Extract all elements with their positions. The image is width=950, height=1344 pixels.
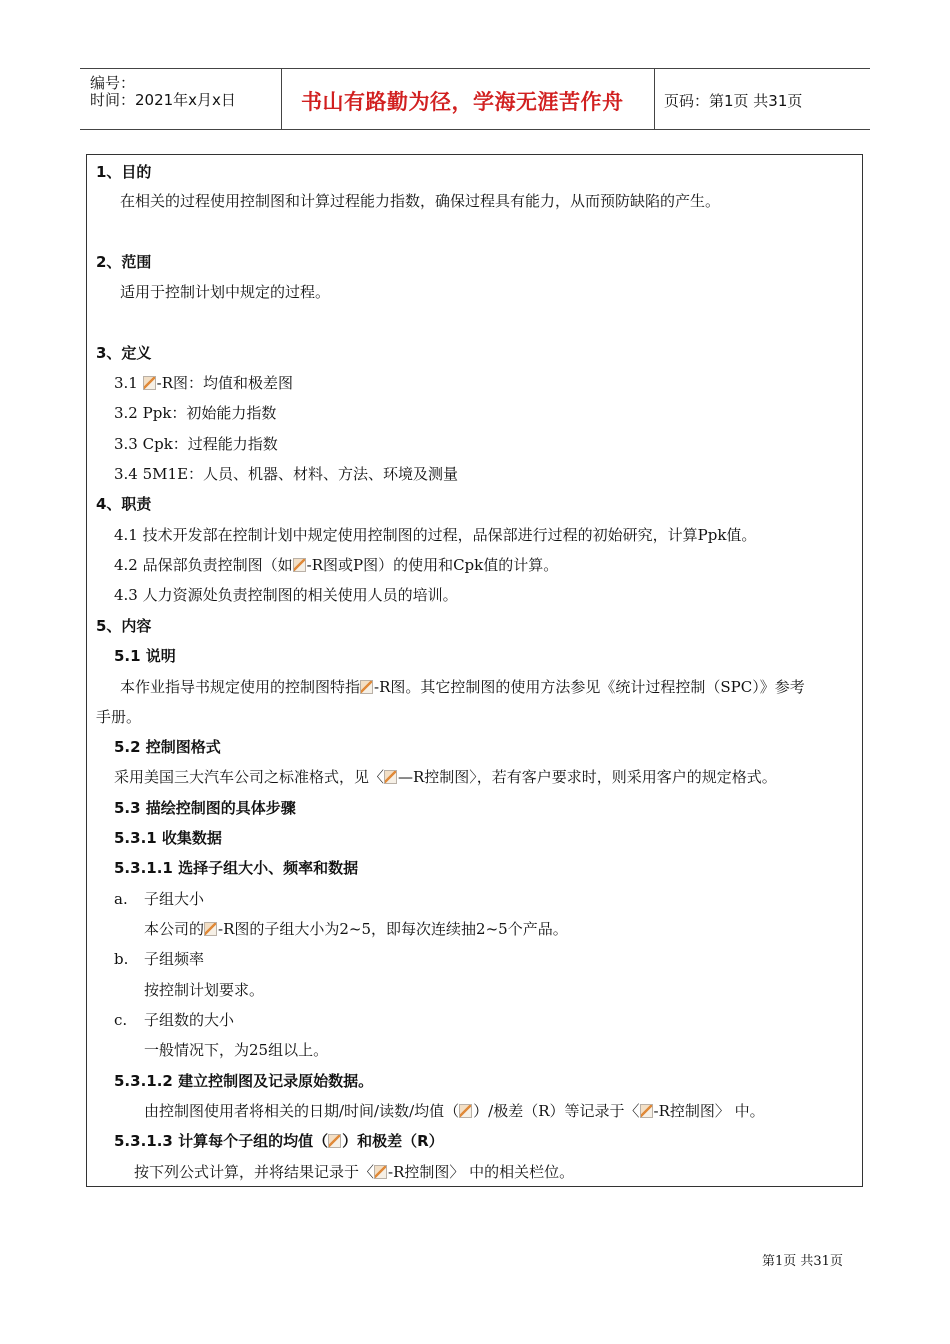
x-bar-symbol-icon (360, 680, 373, 694)
list-item-label: c. (114, 1011, 128, 1029)
header-divider (654, 68, 655, 129)
responsibility-text: 4.2 品保部负责控制图（如 (114, 556, 293, 574)
subsection-title (114, 1131, 444, 1151)
subsection-title-text: 5.3.1.3 计算每个子组的均值（ (114, 1132, 329, 1150)
list-item-label: a. (114, 890, 128, 908)
responsibility-item (114, 555, 558, 575)
definition-text: -R图：均值和极差图 (156, 374, 294, 392)
list-item-title: 子组数的大小 (144, 1011, 235, 1029)
header-motto: 书山有路勤为径，学海无涯苦作舟 (301, 90, 624, 114)
definition-item (114, 373, 293, 393)
section-title-content: 5、内容 (96, 617, 152, 635)
x-bar-symbol-icon (640, 1104, 653, 1118)
subsection-title: 5.2 控制图格式 (114, 738, 221, 756)
responsibility-item: 4.1 技术开发部在控制计划中规定使用控制图的过程，品保部进行过程的初始研究，计算Ppk值。 (114, 526, 757, 544)
list-item-text: 本公司的 (144, 920, 205, 938)
section-title-scope: 2、范围 (96, 253, 152, 271)
list-item-label: b. (114, 950, 129, 968)
header-divider (281, 68, 282, 129)
paragraph: 手册。 (96, 708, 142, 726)
paragraph-text: ）/极差（R）等记录于〈 (473, 1102, 640, 1120)
paragraph (120, 677, 805, 697)
paragraph-text: —R控制图〉，若有客户要求时，则采用客户的规定格式。 (398, 768, 777, 786)
footer-page-number: 第1页 共31页 (762, 1254, 843, 1269)
paragraph-text: 采用美国三大汽车公司之标准格式，见〈 (114, 768, 385, 786)
list-item-body: 按控制计划要求。 (144, 981, 265, 999)
list-item-body: 一般情况下，为25组以上。 (144, 1041, 329, 1059)
definition-number: 3.1 (114, 374, 138, 392)
paragraph-text: -R图。其它控制图的使用方法参见《统计过程控制（SPC）》参考 (374, 678, 805, 696)
paragraph-text: -R控制图〉 中的相关栏位。 (388, 1163, 575, 1181)
page-label: 页码：第1页 共31页 (664, 92, 803, 110)
responsibility-text: -R图或P图）的使用和Cpk值的计算。 (306, 556, 559, 574)
section-title-responsibilities: 4、职责 (96, 495, 152, 513)
subsection-title: 5.3.1.1 选择子组大小、频率和数据 (114, 859, 359, 877)
paragraph (134, 1162, 574, 1182)
x-bar-symbol-icon (459, 1104, 472, 1118)
subsection-title: 5.3.1 收集数据 (114, 829, 222, 847)
x-bar-symbol-icon (143, 376, 156, 390)
responsibility-item: 4.3 人力资源处负责控制图的相关使用人员的培训。 (114, 586, 458, 604)
x-bar-symbol-icon (384, 770, 397, 784)
list-item-title: 子组频率 (144, 950, 205, 968)
time-label: 时间：2021年x月x日 (90, 91, 236, 109)
x-bar-symbol-icon (328, 1134, 341, 1148)
paragraph (144, 1101, 765, 1121)
header-top-rule (80, 68, 870, 69)
list-item-title: 子组大小 (144, 890, 205, 908)
section-body-scope: 适用于控制计划中规定的过程。 (120, 283, 331, 301)
definition-item: 3.3 Cpk：过程能力指数 (114, 435, 278, 453)
x-bar-symbol-icon (293, 558, 306, 572)
definition-item: 3.4 5M1E：人员、机器、材料、方法、环境及测量 (114, 465, 459, 483)
definition-item: 3.2 Ppk：初始能力指数 (114, 404, 277, 422)
paragraph-text: 由控制图使用者将相关的日期/时间/读数/均值（ (144, 1102, 460, 1120)
paragraph-text: 本作业指导书规定使用的控制图特指 (120, 678, 361, 696)
section-title-purpose: 1、目的 (96, 163, 152, 181)
list-item-text: -R图的子组大小为2~5，即每次连续抽2~5个产品。 (218, 920, 568, 938)
subsection-title-text: ）和极差（R） (342, 1132, 444, 1150)
list-item-body (144, 919, 568, 939)
section-body-purpose: 在相关的过程使用控制图和计算过程能力指数，确保过程具有能力，从而预防缺陷的产生。 (120, 192, 721, 210)
content-box (86, 154, 863, 1187)
subsection-title: 5.3.1.2 建立控制图及记录原始数据。 (114, 1072, 374, 1090)
x-bar-symbol-icon (204, 922, 217, 936)
subsection-title: 5.1 说明 (114, 647, 176, 665)
serial-label: 编号： (90, 74, 136, 92)
paragraph-text: 按下列公式计算，并将结果记录于〈 (134, 1163, 375, 1181)
section-title-definitions: 3、定义 (96, 344, 152, 362)
paragraph-text: -R控制图〉 中。 (653, 1102, 765, 1120)
paragraph (114, 767, 777, 787)
header-bottom-rule (80, 129, 870, 130)
subsection-title: 5.3 描绘控制图的具体步骤 (114, 799, 296, 817)
x-bar-symbol-icon (374, 1165, 387, 1179)
